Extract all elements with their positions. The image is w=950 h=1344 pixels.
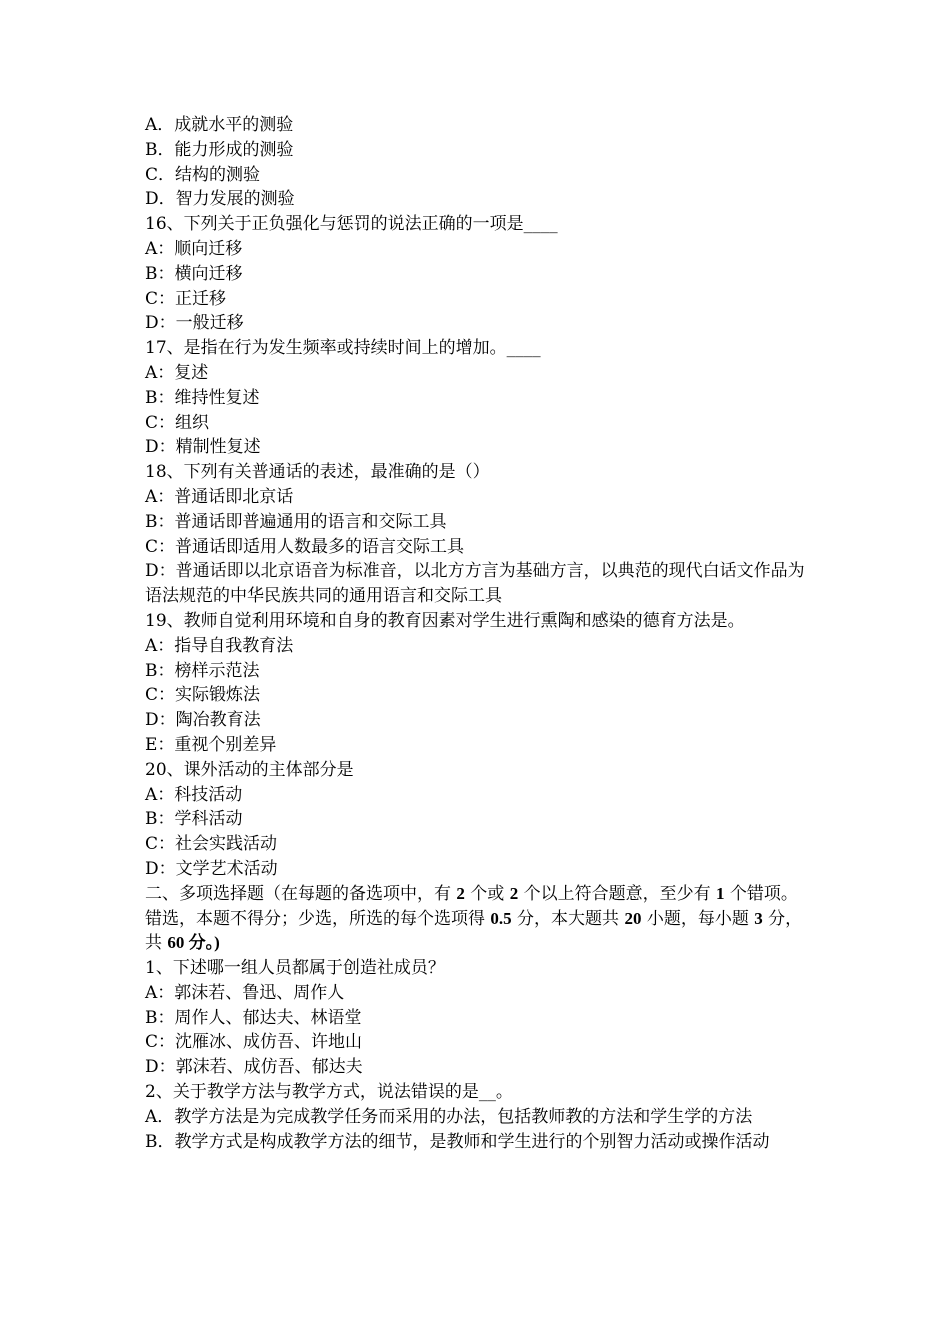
option-a: A．成就水平的测验: [145, 115, 294, 135]
option-d: D：文学艺术活动: [145, 858, 278, 879]
section-number: 60: [167, 933, 185, 953]
question-17-stem: 17、是指在行为发生频率或持续时间上的增加。____: [145, 338, 541, 359]
option-e: E：重视个别差异: [145, 734, 277, 755]
option-b: B：横向迁移: [145, 263, 243, 284]
option-d: D：郭沫若、成仿吾、郁达夫: [145, 1057, 363, 1078]
section-number: 3: [754, 908, 763, 928]
option-b: B．能力形成的测验: [145, 139, 294, 160]
question-m1-stem: 1、下述哪一组人员都属于创造社成员？: [145, 958, 445, 979]
option-a: A：顺向迁移: [145, 238, 243, 259]
option-c: C：沈雁冰、成仿吾、许地山: [145, 1032, 363, 1053]
question-18-stem: 18、下列有关普通话的表述，最准确的是（）: [145, 462, 490, 483]
option-b: B：普通话即普遍通用的语言和交际工具: [145, 511, 447, 532]
document-page: [145, 113, 810, 1154]
section-text: 二、多项选择题（在每题的备选项中，有: [145, 883, 457, 904]
section-text: 个或: [464, 883, 510, 904]
section-2-instructions: [145, 882, 810, 956]
option-c: C：实际锻炼法: [145, 685, 261, 706]
question-m2-stem: 2、关于教学方法与教学方式，说法错误的是__。: [145, 1082, 513, 1103]
section-text: 个以上符合题意，至少有: [518, 883, 717, 904]
section-number: 1: [716, 883, 725, 903]
option-d: D：精制性复述: [145, 437, 261, 458]
option-b: B：榜样示范法: [145, 660, 260, 681]
option-a: A：复述: [145, 362, 209, 383]
option-c: C：正迁移: [145, 288, 227, 309]
section-text: 分。): [184, 933, 220, 953]
option-a: A：普通话即北京话: [145, 486, 294, 507]
option-b: B：周作人、郁达夫、林语堂: [145, 1007, 362, 1028]
option-c: C：组织: [145, 412, 210, 433]
section-text: 小题，每小题: [641, 908, 755, 929]
question-16-stem: 16、下列关于正负强化与惩罚的说法正确的一项是____: [145, 214, 558, 235]
option-c: C：社会实践活动: [145, 834, 278, 855]
section-text: 分，共: [145, 908, 803, 954]
option-d: D：陶冶教育法: [145, 710, 261, 731]
option-d: D．智力发展的测验: [145, 189, 295, 210]
option-d: D：一般迁移: [145, 313, 244, 334]
section-number: 0.5: [490, 908, 512, 928]
option-c: C：普通话即适用人数最多的语言交际工具: [145, 536, 465, 557]
question-19-stem: 19、教师自觉利用环境和自身的教育因素对学生进行熏陶和感染的德育方法是。: [145, 610, 745, 631]
option-b: B：维持性复述: [145, 387, 260, 408]
option-b: B．教学方式是构成教学方法的细节，是教师和学生进行的个别智力活动或操作活动: [145, 1131, 770, 1152]
section-number: 2: [509, 883, 519, 903]
option-c: C．结构的测验: [145, 164, 261, 185]
option-a: A：郭沫若、鲁迅、周作人: [145, 982, 345, 1003]
option-a: A：科技活动: [145, 784, 243, 805]
section-text: 分，本大题共: [511, 908, 625, 929]
option-a: A：指导自我教育法: [145, 635, 294, 656]
section-number: 20: [624, 908, 642, 928]
option-d: D：普通话即以北京语音为标准音，以北方方言为基础方言，以典范的现代白话文作品为语法规范的中华民族共同的通用语言和交际工具: [145, 561, 805, 607]
question-20-stem: 20、课外活动的主体部分是: [145, 759, 354, 780]
option-a: A．教学方法是为完成教学任务而采用的办法，包括教师教的方法和学生学的方法: [145, 1106, 753, 1127]
section-text: 个错项。错选，本题不得分；少选，所选的每个选项得: [145, 883, 798, 929]
option-b: B：学科活动: [145, 809, 243, 830]
section-number: 2: [456, 883, 465, 903]
